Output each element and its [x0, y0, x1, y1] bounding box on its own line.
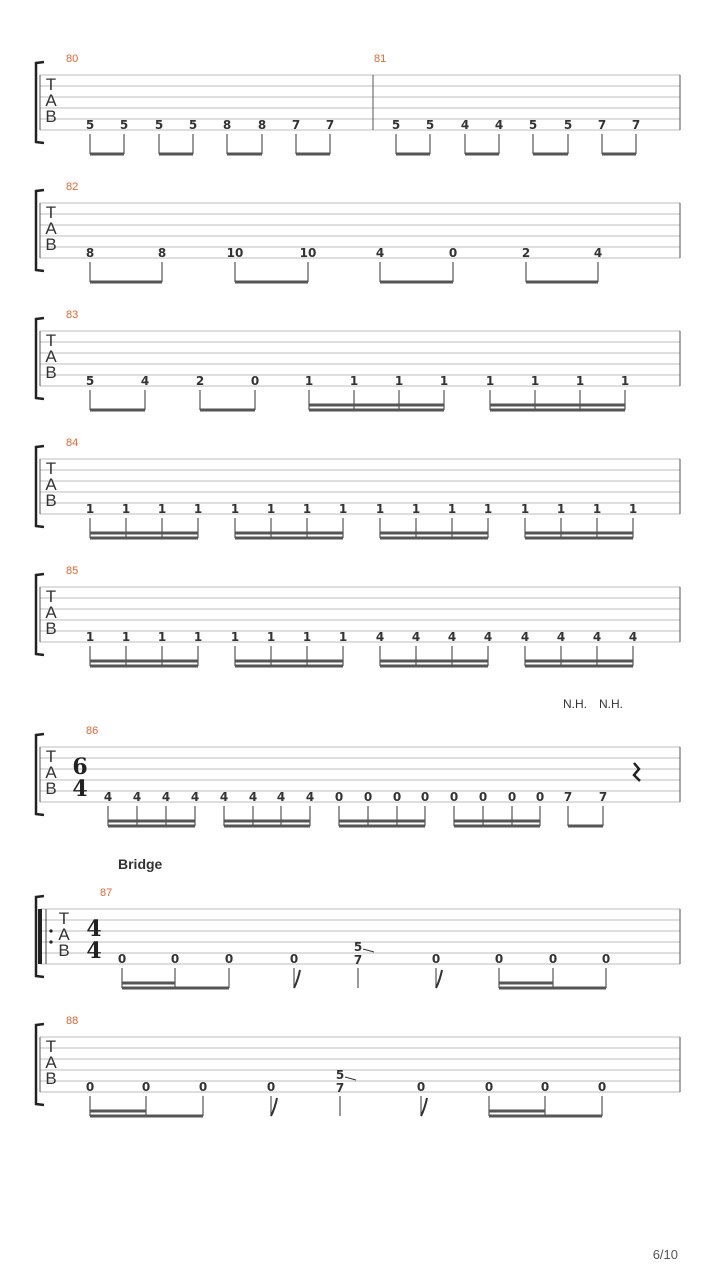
fret-number: 5	[119, 118, 129, 132]
fret-number: 4	[219, 790, 229, 804]
tab-clef-letter: A	[45, 475, 57, 494]
fret-number: 1	[266, 630, 276, 644]
fret-number: 1	[338, 630, 348, 644]
fret-number: 5	[85, 118, 95, 132]
fret-number: 1	[375, 502, 385, 516]
fret-number: 1	[230, 630, 240, 644]
fret-number: 4	[520, 630, 530, 644]
measure-number: 84	[66, 437, 79, 449]
measure-number: 86	[86, 725, 99, 737]
repeat-dot	[49, 940, 52, 943]
fret-number: 1	[302, 630, 312, 644]
fret-number: 7	[598, 790, 608, 804]
fret-number: 5	[188, 118, 198, 132]
fret-number: 0	[250, 374, 260, 388]
note-flag	[421, 1098, 427, 1116]
note-flag	[294, 970, 300, 988]
harmonic-label: N.H.	[599, 697, 623, 711]
time-signature-bottom: 4	[72, 776, 88, 802]
fret-number: 1	[447, 502, 457, 516]
tab-clef-letter: A	[58, 925, 70, 944]
tab-clef-letter: A	[45, 219, 57, 238]
fret-number: 4	[556, 630, 566, 644]
tab-clef-letter: B	[45, 363, 57, 382]
fret-number: 0	[85, 1080, 95, 1094]
fret-number: 0	[141, 1080, 151, 1094]
measure-number: 88	[66, 1015, 79, 1027]
fret-number: 0	[494, 952, 504, 966]
fret-number: 1	[349, 374, 359, 388]
fret-number: 1	[439, 374, 449, 388]
fret-number: 0	[507, 790, 517, 804]
fret-number: 4	[375, 246, 385, 260]
fret-number: 4	[411, 630, 421, 644]
fret-number: 0	[198, 1080, 208, 1094]
fret-number: 2	[521, 246, 531, 260]
tab-clef-letter: B	[45, 491, 57, 510]
tab-clef-letter: B	[45, 235, 57, 254]
fret-number: 1	[304, 374, 314, 388]
tab-clef-letter: T	[45, 203, 57, 222]
fret-number: 4	[628, 630, 638, 644]
section-label: Bridge	[118, 856, 163, 872]
fret-number: 0	[601, 952, 611, 966]
fret-number: 0	[416, 1080, 426, 1094]
page-number: 6/10	[652, 1247, 678, 1262]
fret-number: 10	[299, 246, 317, 260]
fret-number: 4	[460, 118, 470, 132]
fret-number: 4	[483, 630, 493, 644]
fret-number: 0	[448, 246, 458, 260]
fret-number: 7	[335, 1081, 345, 1095]
fret-number: 1	[230, 502, 240, 516]
fret-number: 1	[485, 374, 495, 388]
fret-number: 4	[140, 374, 150, 388]
fret-number: 7	[291, 118, 301, 132]
fret-number: 7	[325, 118, 335, 132]
tab-clef-letter: T	[58, 909, 70, 928]
fret-number: 0	[170, 952, 180, 966]
fret-number: 2	[195, 374, 205, 388]
tab-clef-letter: A	[45, 763, 57, 782]
fret-number: 4	[447, 630, 457, 644]
fret-number: 1	[338, 502, 348, 516]
fret-number: 8	[157, 246, 167, 260]
fret-number: 0	[431, 952, 441, 966]
harmonic-label: N.H.	[563, 697, 587, 711]
time-signature-bottom: 4	[86, 938, 102, 964]
fret-number: 7	[353, 953, 363, 967]
fret-number: 7	[631, 118, 641, 132]
fret-number: 1	[530, 374, 540, 388]
fret-number: 1	[394, 374, 404, 388]
fret-number: 1	[620, 374, 630, 388]
measure-number: 80	[66, 53, 79, 65]
fret-number: 1	[483, 502, 493, 516]
fret-number: 0	[548, 952, 558, 966]
measure-number: 83	[66, 309, 79, 321]
fret-number: 10	[226, 246, 244, 260]
fret-number: 5	[391, 118, 401, 132]
tab-clef-letter: B	[45, 107, 57, 126]
fret-number: 1	[628, 502, 638, 516]
tab-clef-letter: A	[45, 603, 57, 622]
fret-number: 1	[302, 502, 312, 516]
fret-number: 1	[520, 502, 530, 516]
fret-number: 4	[593, 246, 603, 260]
fret-number: 1	[266, 502, 276, 516]
fret-number: 1	[121, 502, 131, 516]
tab-clef-letter: T	[45, 331, 57, 350]
time-signature-top: 6	[72, 754, 88, 780]
fret-number: 5	[563, 118, 573, 132]
fret-number: 4	[494, 118, 504, 132]
fret-number: 1	[193, 502, 203, 516]
note-flag	[436, 970, 442, 988]
tab-clef-letter: T	[45, 75, 57, 94]
time-signature-top: 4	[86, 916, 102, 942]
fret-number: 4	[248, 790, 258, 804]
tab-clef-letter: B	[45, 619, 57, 638]
measure-number: 87	[100, 887, 113, 899]
fret-number: 0	[363, 790, 373, 804]
fret-number: 1	[85, 630, 95, 644]
fret-number: 4	[375, 630, 385, 644]
fret-number: 0	[289, 952, 299, 966]
repeat-dot	[49, 929, 52, 932]
fret-number: 1	[411, 502, 421, 516]
fret-number: 4	[592, 630, 602, 644]
fret-number: 0	[478, 790, 488, 804]
slide-mark	[345, 1077, 356, 1080]
fret-number: 1	[575, 374, 585, 388]
fret-number: 0	[535, 790, 545, 804]
fret-number: 5	[335, 1068, 345, 1082]
fret-number: 1	[193, 630, 203, 644]
fret-number: 7	[563, 790, 573, 804]
fret-number: 1	[85, 502, 95, 516]
fret-number: 0	[540, 1080, 550, 1094]
quarter-rest	[634, 763, 640, 781]
fret-number: 7	[597, 118, 607, 132]
fret-number: 1	[592, 502, 602, 516]
tab-clef-letter: B	[45, 1069, 57, 1088]
fret-number: 4	[190, 790, 200, 804]
tab-clef-letter: T	[45, 587, 57, 606]
fret-number: 1	[157, 502, 167, 516]
tab-clef-letter: B	[45, 779, 57, 798]
fret-number: 8	[257, 118, 267, 132]
tab-clef-letter: T	[45, 459, 57, 478]
fret-number: 0	[484, 1080, 494, 1094]
fret-number: 0	[334, 790, 344, 804]
fret-number: 0	[266, 1080, 276, 1094]
fret-number: 4	[276, 790, 286, 804]
tab-clef-letter: T	[45, 747, 57, 766]
tab-clef-letter: A	[45, 1053, 57, 1072]
measure-number: 82	[66, 181, 79, 193]
fret-number: 8	[222, 118, 232, 132]
slide-mark	[363, 949, 374, 952]
fret-number: 0	[597, 1080, 607, 1094]
fret-number: 4	[161, 790, 171, 804]
note-flag	[271, 1098, 277, 1116]
fret-number: 4	[132, 790, 142, 804]
fret-number: 5	[425, 118, 435, 132]
fret-number: 0	[224, 952, 234, 966]
fret-number: 5	[85, 374, 95, 388]
tab-clef-letter: T	[45, 1037, 57, 1056]
fret-number: 4	[103, 790, 113, 804]
fret-number: 1	[556, 502, 566, 516]
fret-number: 5	[154, 118, 164, 132]
tab-clef-letter: A	[45, 347, 57, 366]
fret-number: 5	[353, 940, 363, 954]
fret-number: 1	[157, 630, 167, 644]
fret-number: 5	[528, 118, 538, 132]
fret-number: 1	[121, 630, 131, 644]
fret-number: 0	[392, 790, 402, 804]
measure-number: 81	[374, 53, 387, 65]
fret-number: 0	[117, 952, 127, 966]
fret-number: 0	[420, 790, 430, 804]
fret-number: 0	[449, 790, 459, 804]
tab-clef-letter: B	[58, 941, 70, 960]
tab-clef-letter: A	[45, 91, 57, 110]
fret-number: 4	[305, 790, 315, 804]
measure-number: 85	[66, 565, 79, 577]
fret-number: 8	[85, 246, 95, 260]
